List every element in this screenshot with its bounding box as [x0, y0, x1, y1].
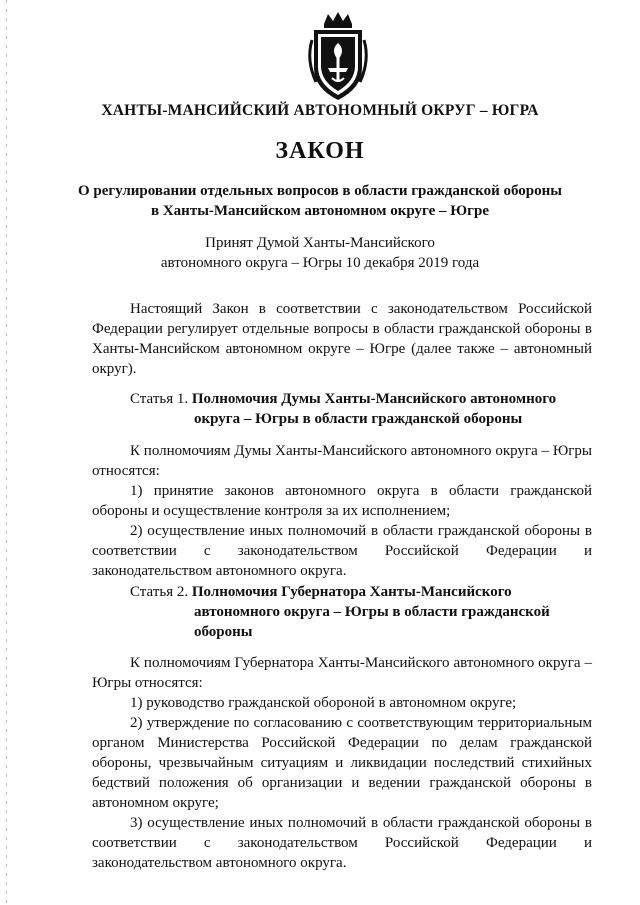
list-item: 1) руководство гражданской обороной в автономном округе; [130, 695, 517, 711]
article-number: Статья 1. [130, 391, 189, 407]
list-item: 3) осуществление иных полномочий в области гражданской обороны в соответствии с законодательством Российской Федерации и законодательством автономного округа. [92, 815, 592, 871]
coat-of-arms-emblem-icon [302, 10, 374, 106]
article-title: Полномочия Думы Ханты-Мансийского автономного [191, 391, 557, 407]
article-1-heading [130, 389, 600, 429]
article-number: Статья 2. [130, 584, 189, 600]
article-title: Полномочия Губернатора Ханты-Мансийского [191, 584, 512, 600]
law-subject-title [0, 181, 640, 221]
article-2-heading [130, 582, 600, 642]
article-title-continued: обороны [194, 624, 253, 640]
list-item: 1) принятие законов автономного округа в области гражданской обороны и осуществление контроля за их исполнением; [92, 483, 592, 519]
document-type-title: ЗАКОН [275, 138, 365, 164]
list-item: 2) утверждение по согласованию с соответствующим территориальным органом Министерства Российской Федерации по делам гражданской обороны, чрезвычайным ситуациям и ликвидации последствий стихийных бедствий положения об организации и ведении гражданской обороны в автономном округе; [92, 715, 592, 811]
subject-line: в Ханты-Мансийском автономном округе – Югре [151, 203, 489, 219]
subject-line: О регулировании отдельных вопросов в области гражданской обороны [77, 183, 562, 199]
article-lead: К полномочиям Думы Ханты-Мансийского автономного округа – Югры относятся: [92, 443, 592, 479]
list-item: 2) осуществление иных полномочий в области гражданской обороны в соответствии с законодательством Российской Федерации и законодательством автономного округа. [92, 523, 592, 579]
region-heading: ХАНТЫ-МАНСИЙСКИЙ АВТОНОМНЫЙ ОКРУГ – ЮГРА [101, 102, 539, 119]
article-2-body [92, 653, 592, 873]
preamble-paragraph: Настоящий Закон в соответствии с законодательством Российской Федерации регулирует отдельные вопросы в области гражданской обороны в Ханты-Мансийском автономном округе – Югре (далее также – автономный округ). [92, 301, 592, 377]
adoption-line: Принят Думой Ханты-Мансийского [205, 235, 435, 251]
article-1-body [92, 441, 592, 581]
article-title-continued: округа – Югры в области гражданской обороны [194, 411, 523, 427]
article-title-continued: автономного округа – Югры в области гражданской [194, 604, 550, 620]
adoption-note [0, 233, 640, 273]
article-lead: К полномочиям Губернатора Ханты-Мансийского автономного округа – Югры относятся: [92, 655, 592, 691]
adoption-line: автономного округа – Югры 10 декабря 2019 года [160, 255, 480, 271]
preamble [92, 299, 592, 379]
